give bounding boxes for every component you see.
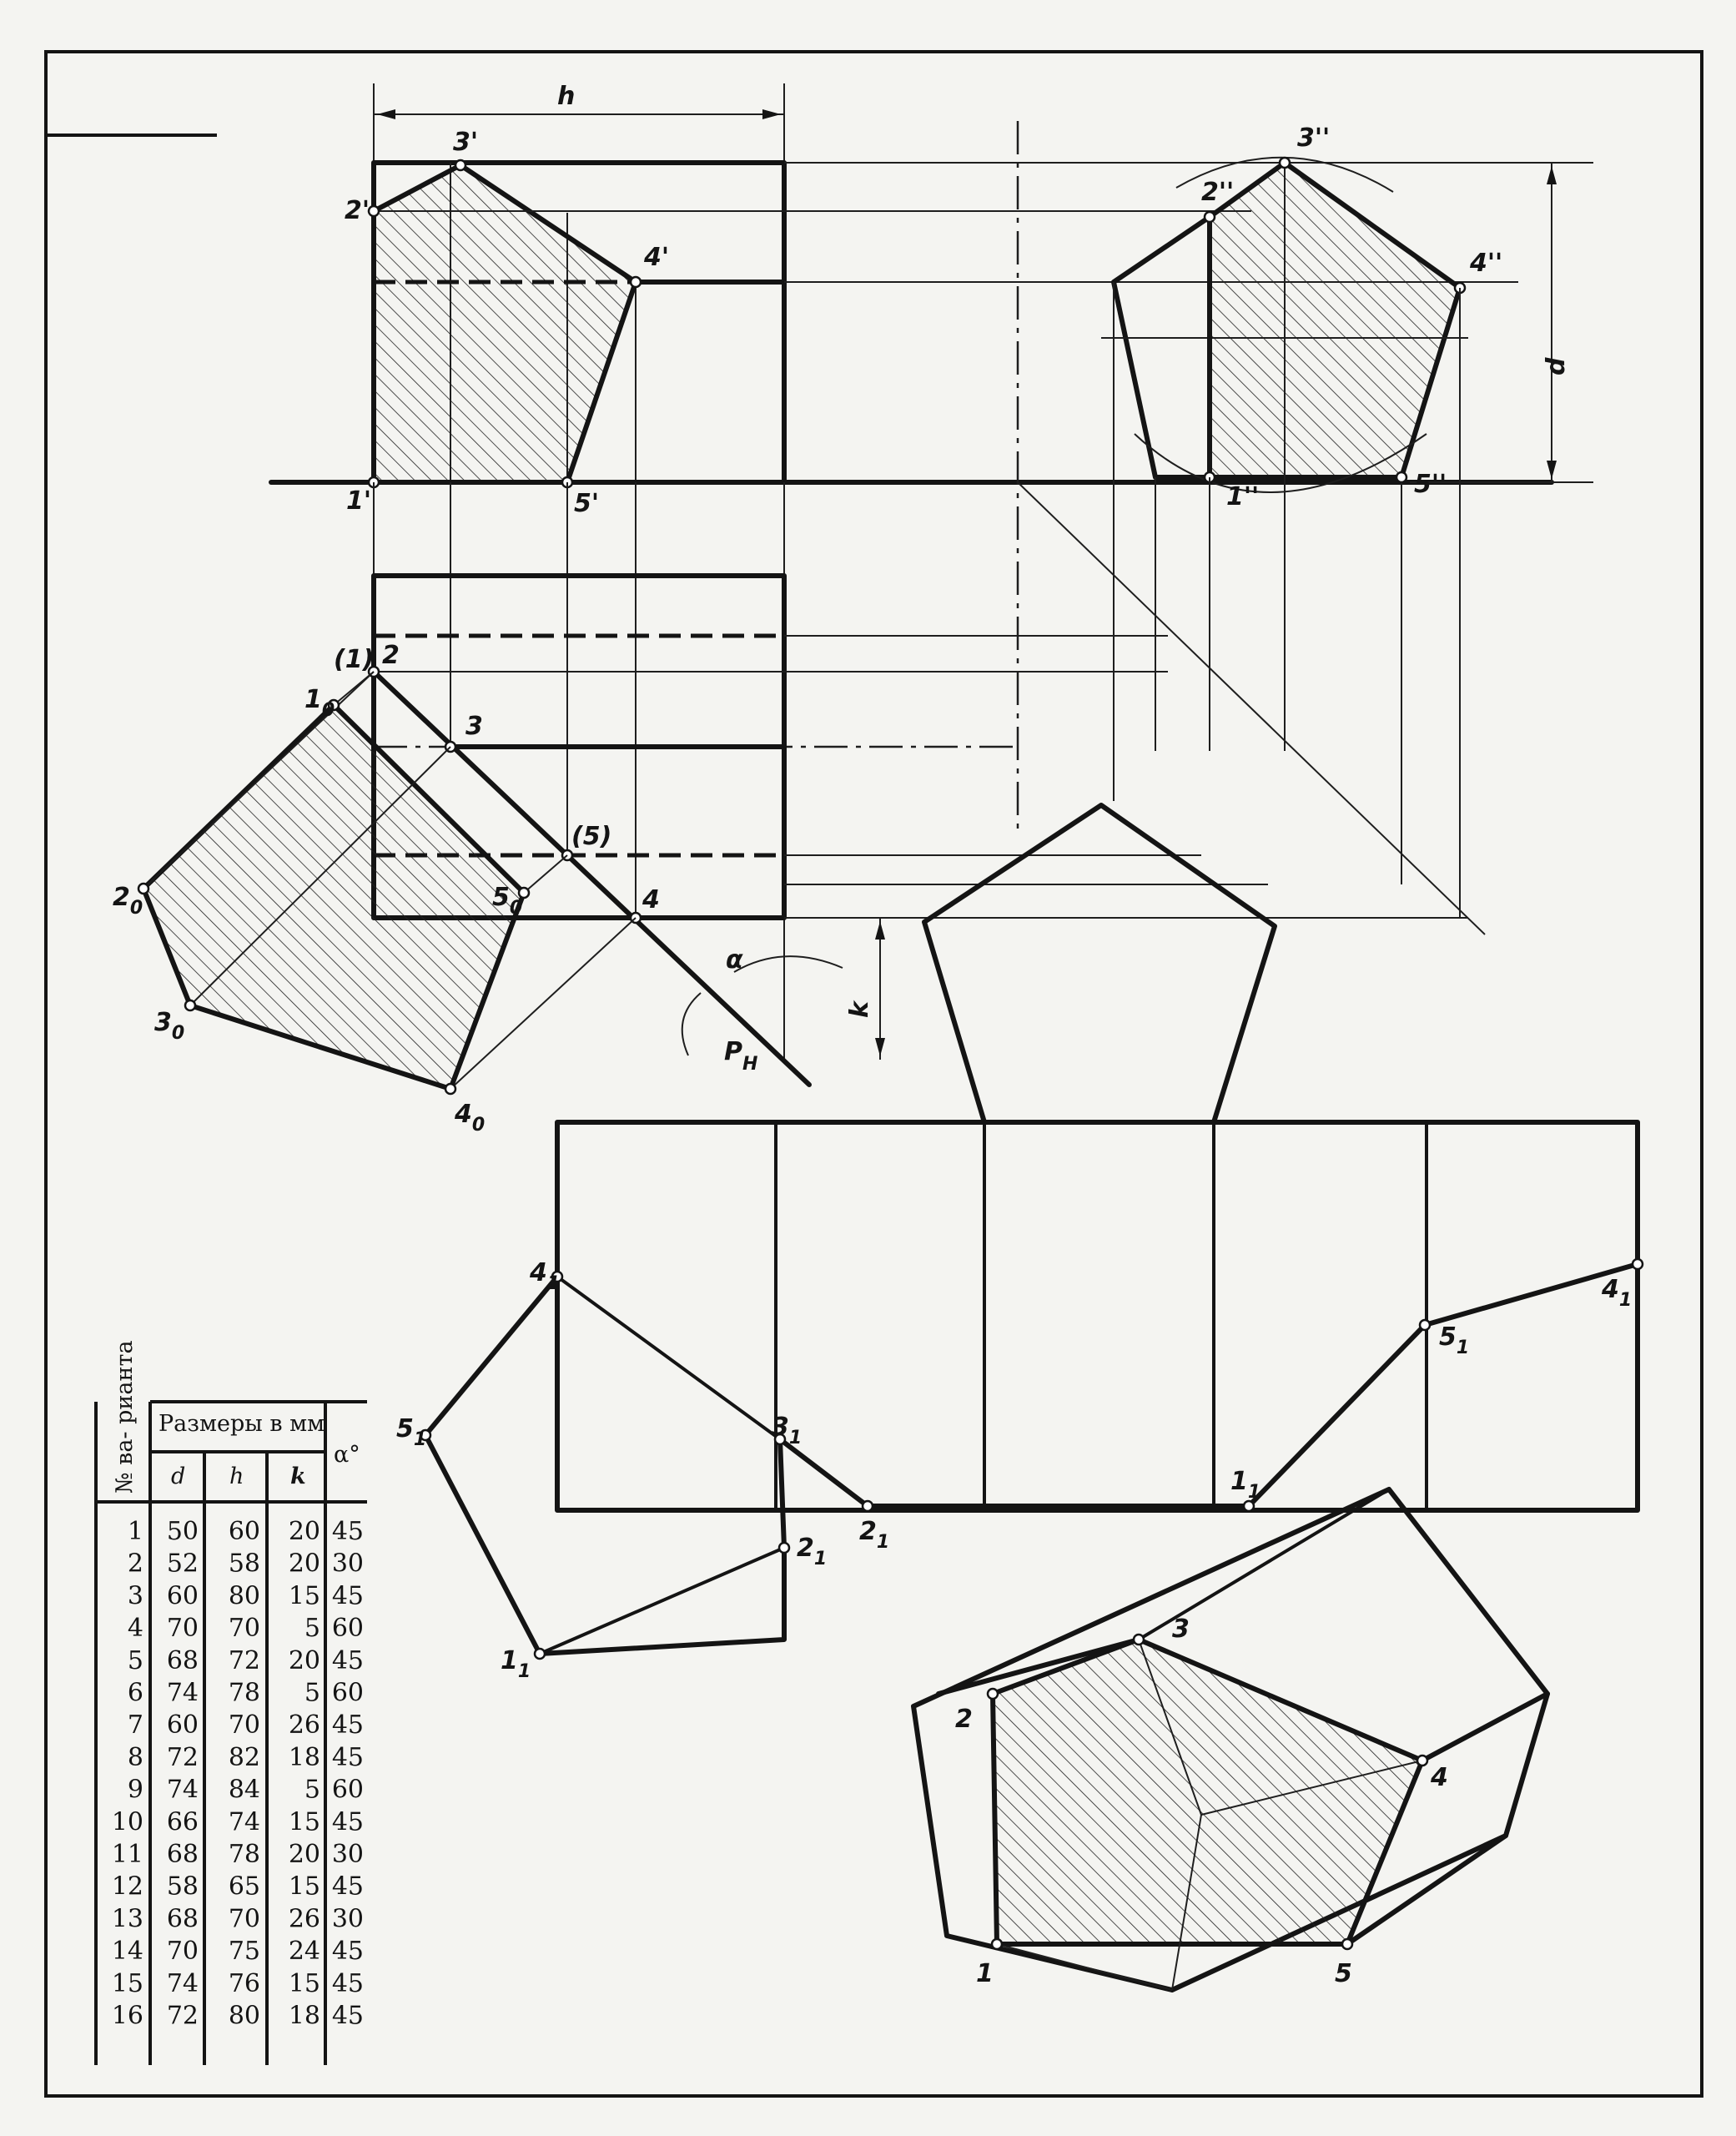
label-iso-1: 1 xyxy=(976,1959,994,1988)
table-cell: 70 xyxy=(166,1937,199,1967)
table-cell: 76 xyxy=(228,1968,260,1998)
label-dev-5-left: $5_1$ xyxy=(396,1414,427,1450)
table-cell: 60 xyxy=(166,1710,199,1741)
table-cell: 60 xyxy=(331,1775,364,1805)
table-header-dimensions: Размеры в мм xyxy=(159,1411,325,1437)
table-cell: 75 xyxy=(228,1937,260,1967)
table-cell: 45 xyxy=(331,1517,364,1546)
table-cell: 2 xyxy=(127,1549,143,1579)
label-dev-4-left: $4_1$ xyxy=(530,1258,561,1294)
table-cell: 26 xyxy=(288,1904,320,1934)
label-dev-2-left: $2_1$ xyxy=(797,1534,828,1569)
label-dev-1-right: $1_1$ xyxy=(1230,1467,1261,1503)
table-cell: 5 xyxy=(304,1678,320,1708)
table-cell: 14 xyxy=(111,1937,143,1967)
label-side-5: 5'' xyxy=(1414,470,1447,499)
table-cell: 58 xyxy=(228,1549,260,1579)
plane-label: $P_H$ xyxy=(724,1037,758,1075)
label-top-1: (1) xyxy=(334,645,375,674)
table-cell: 80 xyxy=(228,1581,260,1611)
label-side-2: 2'' xyxy=(1201,178,1235,207)
label-dev-2-bottom: $2_1$ xyxy=(859,1517,890,1553)
table-cell: 60 xyxy=(331,1614,364,1644)
label-top-2: 2 xyxy=(382,641,400,670)
table-cell: 74 xyxy=(228,1807,260,1837)
dim-h-label: h xyxy=(557,82,576,111)
label-front-4: 4' xyxy=(644,243,670,272)
angle-alpha-label: α xyxy=(726,945,743,975)
label-top-4: 4 xyxy=(642,885,660,914)
label-front-5: 5' xyxy=(574,489,600,518)
table-cell: 5 xyxy=(304,1775,320,1805)
table-cell: 15 xyxy=(288,1968,320,1998)
table-header-h: h xyxy=(229,1463,244,1489)
label-true-1: $1_0$ xyxy=(304,685,335,721)
table-cell: 84 xyxy=(228,1775,260,1805)
table-cell: 6 xyxy=(127,1678,143,1708)
table-cell: 45 xyxy=(331,1581,364,1611)
front-section-polygon xyxy=(374,165,636,482)
table-cell: 70 xyxy=(228,1710,260,1741)
table-cell: 72 xyxy=(228,1645,260,1675)
development xyxy=(420,805,1643,1659)
table-cell: 45 xyxy=(331,1968,364,1998)
table-cell: 65 xyxy=(228,1872,260,1902)
table-cell: 1 xyxy=(127,1517,143,1546)
table-cell: 3 xyxy=(127,1581,143,1611)
table-cell: 70 xyxy=(228,1904,260,1934)
table-cell: 74 xyxy=(166,1775,199,1805)
label-true-5: $5_0$ xyxy=(492,883,523,919)
label-true-3: $3_0$ xyxy=(154,1008,185,1044)
label-dev-3: $3_1$ xyxy=(772,1413,803,1448)
table-cell: 30 xyxy=(331,1840,364,1869)
table-cell: 10 xyxy=(111,1807,143,1837)
table-cell: 9 xyxy=(127,1775,143,1805)
table-cell: 15 xyxy=(288,1872,320,1902)
label-true-4: $4_0$ xyxy=(455,1100,486,1136)
table-cell: 68 xyxy=(166,1840,199,1869)
table-cell: 16 xyxy=(111,2001,143,2031)
label-dev-5-right: $5_1$ xyxy=(1439,1322,1470,1358)
table-cell: 15 xyxy=(111,1968,143,1998)
label-top-3: 3 xyxy=(465,712,483,741)
table-cell: 18 xyxy=(288,1742,320,1772)
table-cell: 74 xyxy=(166,1678,199,1708)
table-cell: 5 xyxy=(304,1614,320,1644)
table-cell: 74 xyxy=(166,1968,199,1998)
table-cell: 45 xyxy=(331,1937,364,1967)
table-cell: 13 xyxy=(111,1904,143,1934)
label-iso-3: 3 xyxy=(1172,1615,1190,1644)
table-cell: 60 xyxy=(166,1581,199,1611)
table-cell: 66 xyxy=(166,1807,199,1837)
label-iso-2: 2 xyxy=(955,1705,973,1734)
table-cell: 72 xyxy=(166,1742,199,1772)
label-top-5: (5) xyxy=(571,822,612,851)
table-cell: 68 xyxy=(166,1645,199,1675)
table-cell: 7 xyxy=(127,1710,143,1741)
table-cell: 45 xyxy=(331,1742,364,1772)
table-cell: 30 xyxy=(331,1904,364,1934)
table-cell: 15 xyxy=(288,1581,320,1611)
table-cell: 70 xyxy=(228,1614,260,1644)
table-cell: 45 xyxy=(331,1872,364,1902)
label-dev-4-right: $4_1$ xyxy=(1602,1275,1633,1311)
table-cell: 72 xyxy=(166,2001,199,2031)
table-cell: 78 xyxy=(228,1678,260,1708)
table-cell: 5 xyxy=(127,1645,143,1675)
table-cell: 20 xyxy=(288,1549,320,1579)
table-cell: 12 xyxy=(111,1872,143,1902)
table-header-variant: № ва- рианта xyxy=(112,1340,138,1494)
table-cell: 45 xyxy=(331,1807,364,1837)
dim-k-label: k xyxy=(845,1001,874,1018)
table-cell: 20 xyxy=(288,1840,320,1869)
table-cell: 45 xyxy=(331,1645,364,1675)
table-header-k: k xyxy=(290,1463,306,1489)
dim-d-label: d xyxy=(1542,357,1571,375)
label-side-4: 4'' xyxy=(1470,249,1503,278)
table-cell: 78 xyxy=(228,1840,260,1869)
table-cell: 20 xyxy=(288,1645,320,1675)
table-cell: 26 xyxy=(288,1710,320,1741)
table-cell: 15 xyxy=(288,1807,320,1837)
label-side-1: 1'' xyxy=(1226,482,1260,511)
table-cell: 11 xyxy=(111,1840,143,1869)
label-iso-4: 4 xyxy=(1431,1763,1448,1792)
table-cell: 58 xyxy=(166,1872,199,1902)
table-cell: 18 xyxy=(288,2001,320,2031)
table-cell: 8 xyxy=(127,1742,143,1772)
label-dev-1-left: $1_1$ xyxy=(501,1646,531,1682)
table-cell: 80 xyxy=(228,2001,260,2031)
variants-table xyxy=(96,1340,367,2065)
isometric-view xyxy=(913,1489,1547,1990)
label-front-3: 3' xyxy=(453,128,479,157)
label-front-1: 1' xyxy=(346,486,372,516)
table-cell: 30 xyxy=(331,1549,364,1579)
true-shape xyxy=(138,672,636,1094)
top-view xyxy=(369,576,1468,1085)
table-cell: 52 xyxy=(166,1549,199,1579)
table-header-angle: α° xyxy=(334,1442,360,1468)
table-cell: 68 xyxy=(166,1904,199,1934)
table-cell: 45 xyxy=(331,2001,364,2031)
table-cell: 4 xyxy=(127,1614,143,1644)
label-side-3: 3'' xyxy=(1297,123,1331,153)
table-cell: 45 xyxy=(331,1710,364,1741)
side-view xyxy=(1018,121,1593,834)
table-cell: 82 xyxy=(228,1742,260,1772)
table-cell: 50 xyxy=(166,1517,199,1546)
table-cell: 20 xyxy=(288,1517,320,1546)
table-cell: 60 xyxy=(228,1517,260,1546)
sheet-frame xyxy=(46,52,1702,2096)
label-front-2: 2' xyxy=(345,196,370,225)
table-header-d: d xyxy=(171,1463,186,1489)
table-cell: 70 xyxy=(166,1614,199,1644)
label-iso-5: 5 xyxy=(1335,1959,1352,1988)
table-cell: 24 xyxy=(288,1937,320,1967)
label-true-2: $2_0$ xyxy=(113,883,143,919)
table-cell: 60 xyxy=(331,1678,364,1708)
